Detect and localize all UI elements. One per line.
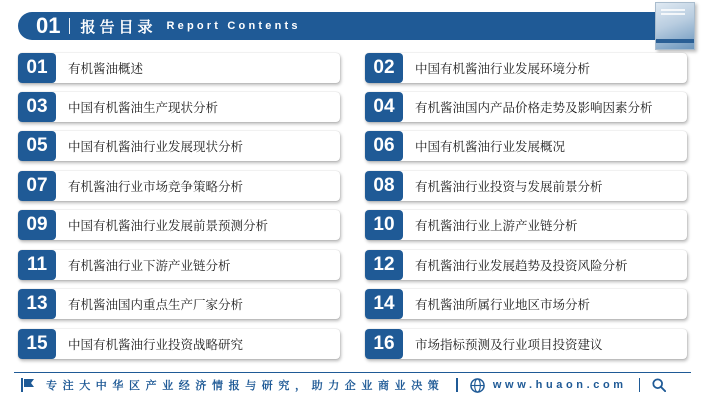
section-header [18,12,686,40]
toc-number: 02 [365,53,403,83]
toc-label: 中国有机酱油行业发展环境分析 [415,61,591,76]
section-subtitle-en: Report Contents [166,20,301,32]
toc-number: 14 [365,289,403,319]
toc-label: 中国有机酱油生产现状分析 [68,100,219,115]
header-divider [69,18,70,34]
toc-number: 07 [18,171,56,201]
toc-number: 09 [18,210,56,240]
toc-number: 08 [365,171,403,201]
toc-item-11[interactable] [18,250,340,280]
toc-label: 有机酱油行业投资与发展前景分析 [415,179,603,194]
toc-number: 06 [365,131,403,161]
toc-item-16[interactable] [365,329,687,359]
toc-item-05[interactable] [18,131,340,161]
toc-number: 11 [18,250,56,280]
toc-number: 05 [18,131,56,161]
section-number: 01 [36,13,61,38]
footer-slogan: 专注大中华区产业经济情报与研究，助力企业商业决策 [46,379,445,392]
toc-label: 有机酱油所属行业地区市场分析 [415,297,591,312]
toc-label: 中国有机酱油行业发展前景预测分析 [68,218,269,233]
toc-item-15[interactable] [18,329,340,359]
toc-number: 03 [18,92,56,122]
section-title: 报告目录 [80,17,157,36]
toc-number: 10 [365,210,403,240]
footer-separator [639,378,641,392]
footer-separator [456,378,458,392]
toc-label: 中国有机酱油行业投资战略研究 [68,337,244,352]
toc-number: 13 [18,289,56,319]
toc-item-03[interactable] [18,92,340,122]
toc-number: 01 [18,53,56,83]
toc-label: 市场指标预测及行业项目投资建议 [415,337,603,352]
toc-label: 有机酱油行业市场竞争策略分析 [68,179,244,194]
toc-label: 有机酱油国内产品价格走势及影响因素分析 [415,100,653,115]
report-cover-thumbnail [655,2,695,50]
toc-item-12[interactable] [365,250,687,280]
toc-label: 有机酱油行业发展趋势及投资风险分析 [415,258,628,273]
toc-item-04[interactable] [365,92,687,122]
toc-item-09[interactable] [18,210,340,240]
toc-item-13[interactable] [18,289,340,319]
toc-label: 中国有机酱油行业发展现状分析 [68,139,244,154]
footer-divider [14,372,691,373]
toc-number: 15 [18,329,56,359]
toc-item-14[interactable] [365,289,687,319]
flag-icon [20,377,36,393]
footer [14,376,691,394]
toc-item-07[interactable] [18,171,340,201]
toc-item-10[interactable] [365,210,687,240]
toc-item-01[interactable] [18,53,340,83]
toc-item-08[interactable] [365,171,687,201]
toc-label: 有机酱油概述 [68,61,144,76]
toc-number: 12 [365,250,403,280]
toc-number: 04 [365,92,403,122]
toc-label: 有机酱油行业下游产业链分析 [68,258,231,273]
website-link[interactable]: www.huaon.com [492,379,627,391]
toc-label: 有机酱油国内重点生产厂家分析 [68,297,244,312]
toc-label: 有机酱油行业上游产业链分析 [415,218,578,233]
toc-label: 中国有机酱油行业发展概况 [415,139,566,154]
toc-item-06[interactable] [365,131,687,161]
search-icon[interactable] [652,378,666,392]
globe-icon [470,378,485,393]
toc-item-02[interactable] [365,53,687,83]
toc-number: 16 [365,329,403,359]
